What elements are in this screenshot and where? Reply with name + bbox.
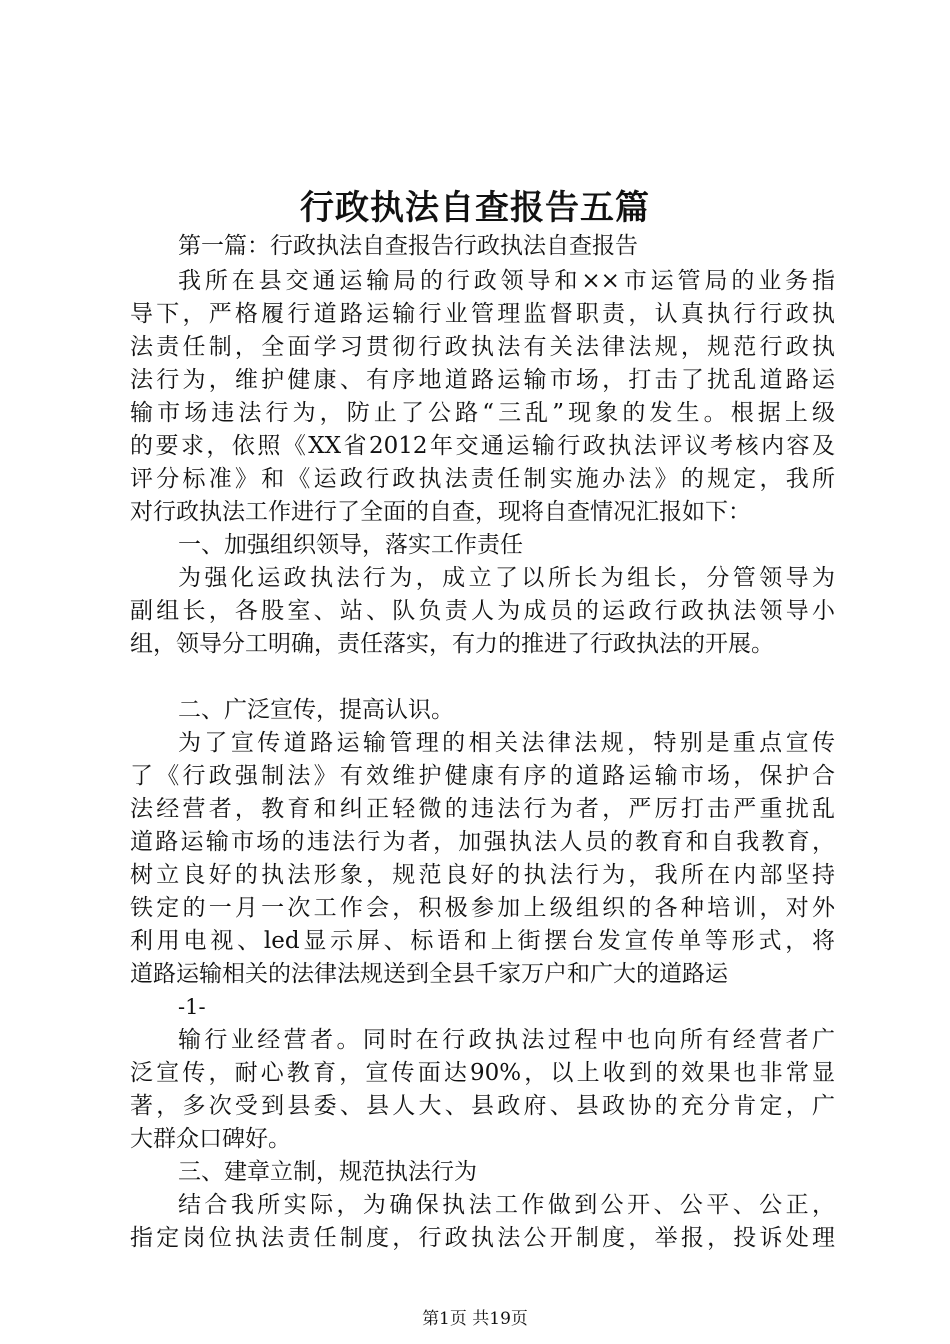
body-line: 为强化运政执法行为，成立了以所长为组长，分管领导为 [178,565,835,591]
section-heading: 二、广泛宣传，提高认识。 [178,697,454,723]
body-line: 指定岗位执法责任制度，行政执法公开制度，举报，投诉处理 [130,1225,835,1251]
body-line: 大群众口碑好。 [130,1126,291,1152]
body-line: 泛宣传，耐心教育，宣传面达90%，以上收到的效果也非常显 [130,1060,835,1086]
body-line: 我所在县交通运输局的行政领导和××市运管局的业务指 [178,268,835,294]
body-line: 著，多次受到县委、县人大、县政府、县政协的充分肯定，广 [130,1093,835,1119]
body-line: 法行为，维护健康、有序地道路运输市场，打击了扰乱道路运 [130,367,835,393]
body-line: 结合我所实际，为确保执法工作做到公开、公平、公正， [178,1192,835,1218]
body-line: 副组长，各股室、站、队负责人为成员的运政行政执法领导小 [130,598,835,624]
body-line: 道路运输相关的法律法规送到全县千家万户和广大的道路运 [130,961,728,987]
body-line: 对行政执法工作进行了全面的自查，现将自查情况汇报如下： [130,499,751,525]
page-number-marker: -1- [178,995,206,1019]
body-line: 法经营者，教育和纠正轻微的违法行为者，严厉打击严重扰乱 [130,796,835,822]
section-heading: 三、建章立制，规范执法行为 [178,1159,477,1185]
body-line: 道路运输市场的违法行为者，加强执法人员的教育和自我教育， [130,829,835,855]
body-line: 输行业经营者。同时在行政执法过程中也向所有经营者广 [178,1027,835,1053]
body-line: 利用电视、led显示屏、标语和上街摆台发宣传单等形式，将 [130,928,835,954]
body-line: 的要求，依照《XX省2012年交通运输行政执法评议考核内容及 [130,433,835,459]
body-line: 导下，严格履行道路运输行业管理监督职责，认真执行行政执 [130,301,835,327]
body-line: 评分标准》和《运政行政执法责任制实施办法》的规定，我所 [130,466,835,492]
body-line: 法责任制，全面学习贯彻行政执法有关法律法规，规范行政执 [130,334,835,360]
body-line: 组，领导分工明确，责任落实，有力的推进了行政执法的开展。 [130,631,774,657]
body-line: 了《行政强制法》有效维护健康有序的道路运输市场，保护合 [130,763,835,789]
body-line: 树立良好的执法形象，规范良好的执法行为，我所在内部坚持 [130,862,835,888]
body-line: 为了宣传道路运输管理的相关法律法规，特别是重点宣传 [178,730,835,756]
body-line: 铁定的一月一次工作会，积极参加上级组织的各种培训，对外 [130,895,835,921]
chapter-heading: 第一篇：行政执法自查报告行政执法自查报告 [178,233,638,259]
body-line: 输市场违法行为，防止了公路“三乱”现象的发生。根据上级 [130,400,835,426]
section-heading: 一、加强组织领导，落实工作责任 [178,532,523,558]
document-title: 行政执法自查报告五篇 [300,188,650,228]
page-footer: 第1页 共19页 [422,1309,528,1329]
